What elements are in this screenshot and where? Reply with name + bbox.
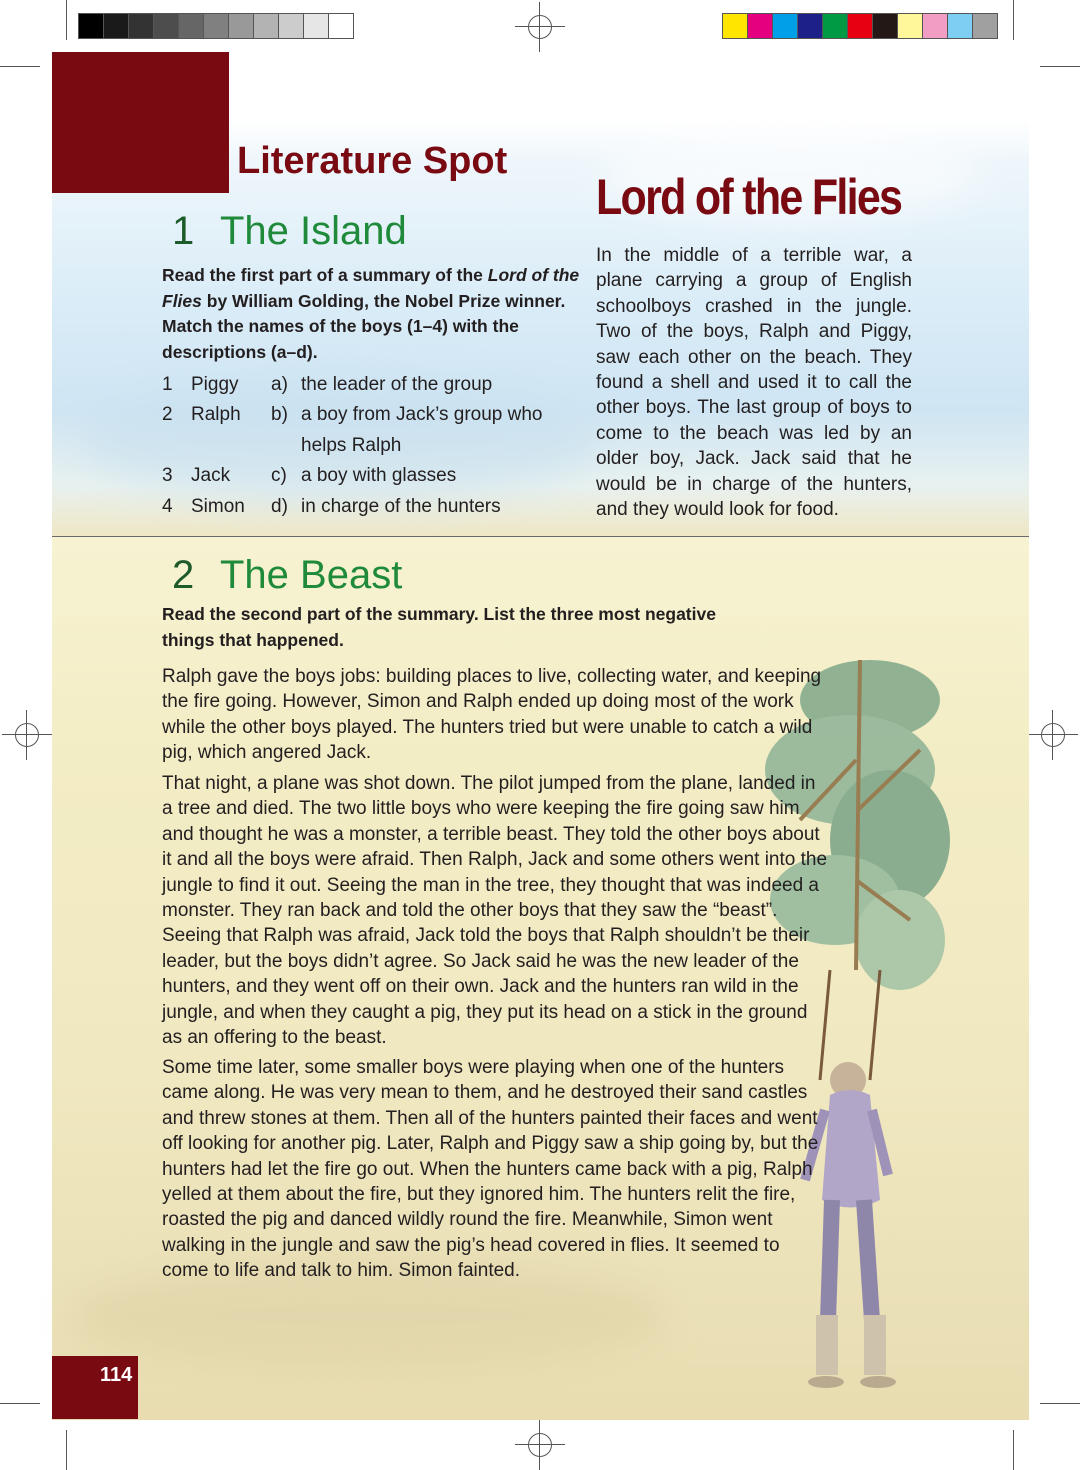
color-swatch	[329, 14, 353, 38]
color-swatch	[229, 14, 254, 38]
section-divider	[52, 536, 1029, 537]
color-swatch	[279, 14, 304, 38]
registration-mark-top	[515, 2, 565, 52]
part1-summary: In the middle of a terrible war, a plane carrying a group of English schoolboys crashed in the jungle. Two of the boys, Ralph and Piggy, saw each other on the beach. They found a shell and used it to call the other boys. The last group of boys to come to the beach was led by an older boy, Jack. Jack said that he would be in charge of the hunters, and they would look for food.	[596, 245, 912, 521]
section-label: Literature Spot	[237, 140, 508, 182]
color-swatch	[154, 14, 179, 38]
color-swatch	[723, 14, 748, 38]
color-swatch	[254, 14, 279, 38]
color-swatch	[79, 14, 104, 38]
crop-mark	[1013, 0, 1014, 40]
match-row: 2 Ralph b) a boy from Jack’s group who helps Ralph	[162, 404, 543, 456]
registration-mark-left	[2, 710, 52, 760]
process-color-bar	[722, 13, 998, 39]
part2-paragraph-1: Ralph gave the boys jobs: building places to live, collecting water, and keeping the fire going. However, Simon and Ralph ended up doing most of the work while the other boys played. The hunters tried but were unable to catch a wild pig, which angered Jack.	[162, 666, 822, 764]
crop-mark	[66, 0, 67, 40]
color-swatch	[973, 14, 997, 38]
color-swatch	[179, 14, 204, 38]
color-swatch	[923, 14, 948, 38]
color-swatch	[823, 14, 848, 38]
part1-title: The Island	[220, 209, 407, 253]
match-row: 4 Simon d) in charge of the hunters	[162, 495, 501, 517]
chapter-color-block	[52, 52, 229, 193]
color-swatch	[873, 14, 898, 38]
crop-mark	[66, 1430, 67, 1470]
color-swatch	[948, 14, 973, 38]
crop-mark	[1040, 66, 1080, 67]
grayscale-color-bar	[78, 13, 354, 39]
part2-number: 2	[172, 553, 195, 597]
part2-paragraph-2: That night, a plane was shot down. The pilot jumped from the plane, landed in a tree and died. The two little boys who were keeping the fire going saw him and thought he was a monster, a terrible beast. They told the other boys about it and all the boys were afraid. Then Ralph, Jack and some others went into the jungle to find it out. Seeing the man in the tree, they thought that was indeed a monster. They ran back and told the other boys that they saw the “beast”. Seeing that Ralph was afraid, Jack told the boys that Ralph shouldn’t be their leader, but the boys didn’t agree. So Jack said he was the new leader of the hunters, and they went off on their own. Jack and the hunters ran wild in the jungle, and when they caught a pig, they put its head on a stick in the ground as an offering to the beast.	[162, 773, 828, 1049]
color-swatch	[104, 14, 129, 38]
color-swatch	[129, 14, 154, 38]
page-number: 114	[52, 1356, 138, 1419]
crop-mark	[1013, 1430, 1014, 1470]
registration-mark-bottom	[515, 1420, 565, 1470]
color-swatch	[748, 14, 773, 38]
registration-mark-right	[1028, 710, 1078, 760]
crop-mark	[0, 1403, 40, 1404]
matching-exercise	[162, 370, 561, 522]
part1-number: 1	[172, 209, 195, 253]
color-swatch	[848, 14, 873, 38]
color-swatch	[773, 14, 798, 38]
match-row: 1 Piggy a) the leader of the group	[162, 374, 493, 395]
crop-mark	[1040, 1403, 1080, 1404]
match-row: 3 Jack c) a boy with glasses	[162, 465, 457, 487]
part1-instruction: Read the first part of a summary of the Lord of the Flies by William Golding, the Nobel Prize winner. Match the names of the boys (1–4) with the descriptions (a–d).	[162, 265, 580, 362]
book-title: Lord of the Flies	[596, 169, 902, 225]
color-swatch	[798, 14, 823, 38]
color-swatch	[204, 14, 229, 38]
part2-heading	[172, 551, 402, 599]
crop-mark	[0, 66, 40, 67]
part2-instruction: Read the second part of the summary. List the three most negative things that happened.	[162, 604, 716, 650]
part2-title: The Beast	[220, 553, 403, 597]
part1-heading	[172, 207, 407, 255]
color-swatch	[304, 14, 329, 38]
part2-paragraph-3: Some time later, some smaller boys were playing when one of the hunters came along. He was very mean to them, and he destroyed their sand castles and threw stones at them. Then all of the hunters painted their faces and went off looking for another pig. Later, Ralph and Piggy saw a ship going by, but the hunters had let the fire go out. When the hunters came back with a pig, Ralph yelled at them about the fire, but they ignored him. The hunters relit the fire, roasted the pig and danced wildly round the fire. Meanwhile, Simon went walking in the jungle and saw the pig’s head covered in flies. It seemed to come to life and talk to him. Simon fainted.	[162, 1057, 819, 1282]
color-swatch	[898, 14, 923, 38]
